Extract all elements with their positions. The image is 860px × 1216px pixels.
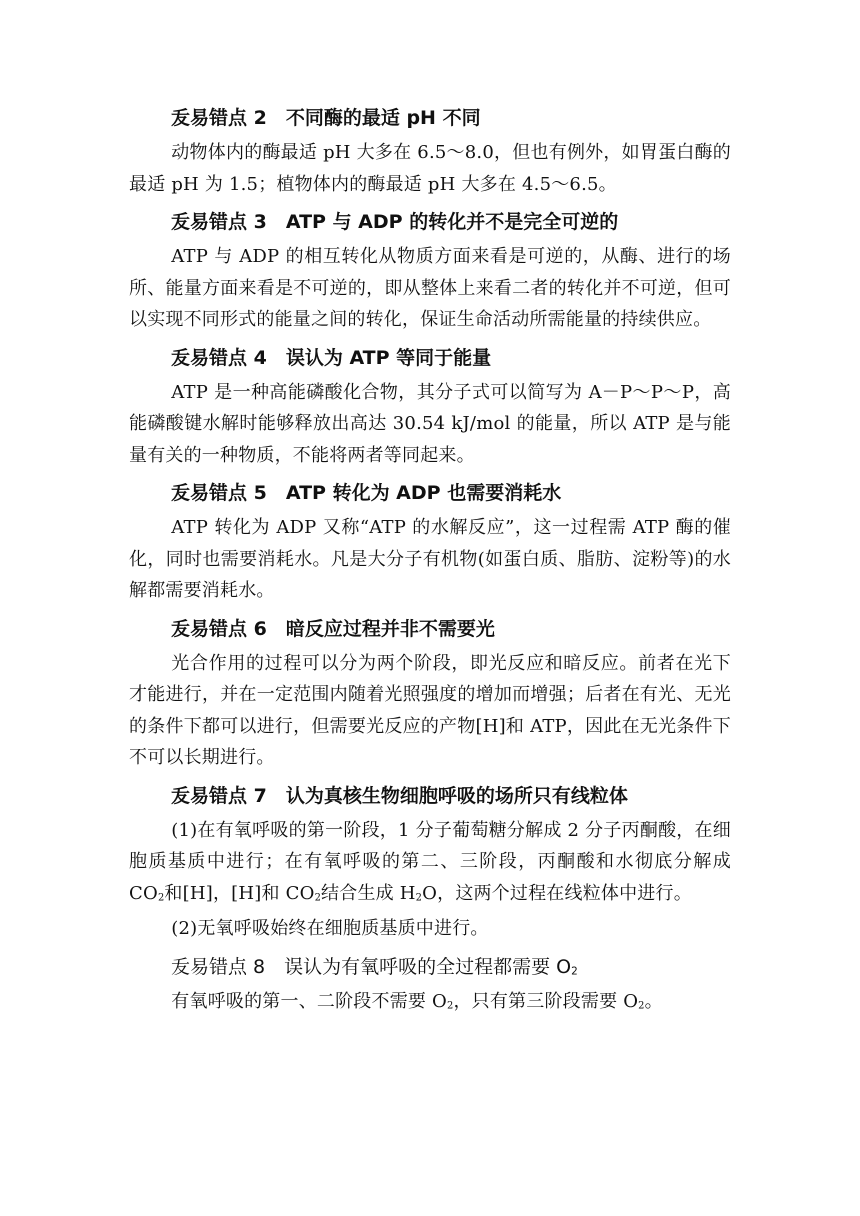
section-7-paragraph-2: (2)无氧呼吸始终在细胞质基质中进行。: [171, 918, 489, 939]
p8-text-b: ，只有第三阶段需要 O: [453, 990, 639, 1012]
section-4-paragraph: ATP 是一种高能磷酸化合物，其分子式可以简写为 A－P～P～P，高能磷酸键水解时能够释放出高达 30.54 kJ/mol 的能量，所以 ATP 是与能量有关的一种物质，不能将两者等同起来。: [129, 381, 731, 466]
document-page: [129, 100, 731, 1017]
p8-text-a: 有氧呼吸的第一、二阶段不需要 O: [171, 990, 447, 1012]
p7-text-a: (1)在有氧呼吸的第一阶段，1 分子葡萄糖分解成 2 分子丙酮酸，在细胞质基质中进行；在有氧呼吸的第二、三阶段，丙酮酸和水彻底分解成 CO: [129, 819, 731, 904]
section-heading-4: 叐易错点 4 误认为 ATP 等同于能量: [171, 346, 492, 369]
section-heading-2: 叐易错点 2 不同酶的最适 pH 不同: [171, 107, 481, 129]
section-heading-8: [129, 949, 731, 986]
heading-8-text: 叐易错点 8 误认为有氧呼吸的全过程都需要 O: [171, 955, 572, 978]
p8-text-c: 。: [644, 990, 663, 1012]
section-7-paragraph-1: [129, 815, 731, 910]
p7-text-d: O，这两个过程在线粒体中进行。: [422, 882, 692, 904]
section-heading-5: 叐易错点 5 ATP 转化为 ADP 也需要消耗水: [171, 482, 562, 504]
p7-text-c: 结合生成 H: [321, 882, 416, 904]
section-heading-7: 叐易错点 7 认为真核生物细胞呼吸的场所只有线粒体: [171, 784, 628, 807]
section-heading-6: 叐易错点 6 暗反应过程并非不需要光: [171, 617, 495, 640]
section-3-paragraph: ATP 与 ADP 的相互转化从物质方面来看是可逆的，从酶、进行的场所、能量方面来看是不可逆的，即从整体上来看二者的转化并不可逆，但可以实现不同形式的能量之间的转化，保证生命活动所需能量的持续供应。: [129, 246, 731, 330]
section-6-paragraph: 光合作用的过程可以分为两个阶段，即光反应和暗反应。前者在光下才能进行，并在一定范围内随着光照强度的增加而增强；后者在有光、无光的条件下都可以进行，但需要光反应的产物[H]和 ATP，因此在无光条件下不可以长期进行。: [129, 652, 731, 768]
co2-subscript: 2: [157, 891, 165, 903]
section-5-paragraph: ATP 转化为 ADP 又称“ATP 的水解反应”，这一过程需 ATP 酶的催化，同时也需要消耗水。凡是大分子有机物(如蛋白质、脂肪、淀粉等)的水解都需要消耗水。: [129, 517, 731, 601]
o2-subscript: 2: [446, 999, 454, 1011]
h2o-subscript: 2: [415, 891, 423, 903]
o2-subscript: 2: [638, 999, 645, 1011]
p7-text-b: 和[H]，[H]和 CO: [164, 882, 315, 904]
o2-subscript: 2: [571, 965, 578, 978]
section-2-paragraph: 动物体内的酶最适 pH 大多在 6.5～8.0，但也有例外，如胃蛋白酶的最适 pH 为 1.5；植物体内的酶最适 pH 大多在 4.5～6.5。: [129, 142, 731, 195]
co2-subscript: 2: [314, 891, 322, 903]
section-heading-3: 叐易错点 3 ATP 与 ADP 的转化并不是完全可逆的: [171, 211, 619, 233]
section-8-paragraph: [129, 986, 731, 1018]
